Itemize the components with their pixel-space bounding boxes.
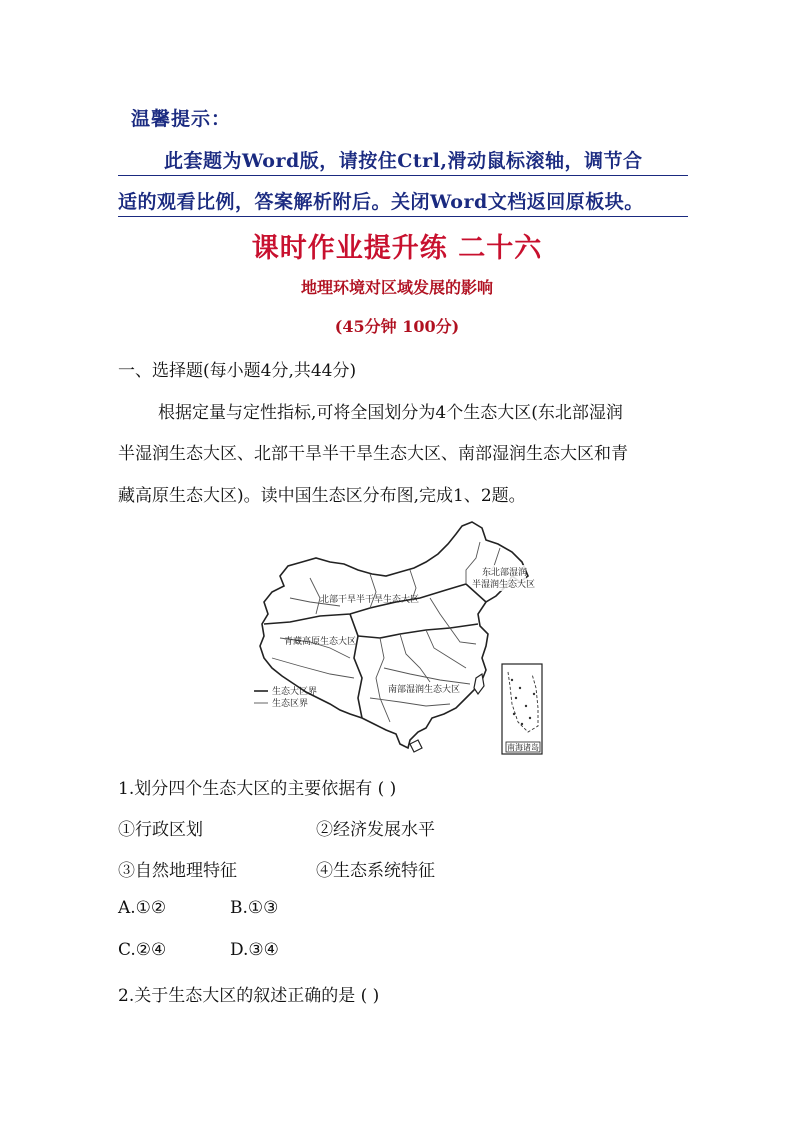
tip-line-1: 此套题为Word版，请按住Ctrl,滑动鼠标滚轴，调节合: [118, 146, 688, 176]
legend-minor: 生态区界: [272, 699, 309, 709]
south-china-sea-inset: [502, 664, 542, 754]
label-south: 南部湿润生态大区: [388, 685, 461, 695]
label-north: 北部干旱半干旱生态大区: [320, 595, 420, 605]
tip-heading: 温馨提示：: [131, 108, 232, 130]
intro-line-3: 藏高原生态大区)。读中国生态区分布图,完成1、2题。: [118, 486, 526, 506]
legend-major: 生态大区界: [272, 687, 318, 697]
q1-option-2: ②经济发展水平: [316, 820, 435, 840]
q1-option-3: ③自然地理特征: [118, 861, 237, 881]
inset-label: 南海诸岛: [507, 743, 539, 752]
label-northeast-2: 半湿润生态大区: [472, 580, 536, 590]
q2-stem: 2.关于生态大区的叙述正确的是 ( ): [118, 986, 380, 1006]
q1-option-4: ④生态系统特征: [316, 861, 435, 881]
q1-choice-d: D.③④: [230, 940, 279, 960]
section-heading: 一、选择题(每小题4分,共44分): [118, 361, 357, 381]
q1-stem: 1.划分四个生态大区的主要依据有 ( ): [118, 779, 397, 799]
label-tibet: 青藏高原生态大区: [284, 637, 357, 647]
q1-choice-a: A.①②: [118, 898, 167, 918]
ecoregion-map: [250, 518, 546, 756]
tip-line-2: 适的观看比例，答案解析附后。关闭Word文档返回原板块。: [118, 187, 688, 217]
page-subtitle: 地理环境对区域发展的影响: [300, 278, 493, 297]
intro-line-2: 半湿润生态大区、北部干旱半干旱生态大区、南部湿润生态大区和青: [118, 444, 628, 464]
page-title: 课时作业提升练 二十六: [251, 233, 543, 264]
q1-option-1: ①行政区划: [118, 820, 203, 840]
q1-choice-c: C.②④: [118, 940, 167, 960]
hainan-island: [410, 740, 422, 752]
label-northeast-1: 东北部湿润: [482, 568, 528, 578]
q1-choice-b: B.①③: [230, 898, 279, 918]
time-score: (45分钟 100分): [334, 317, 460, 336]
intro-line-1: 根据定量与定性指标,可将全国划分为4个生态大区(东北部湿润: [158, 403, 623, 423]
